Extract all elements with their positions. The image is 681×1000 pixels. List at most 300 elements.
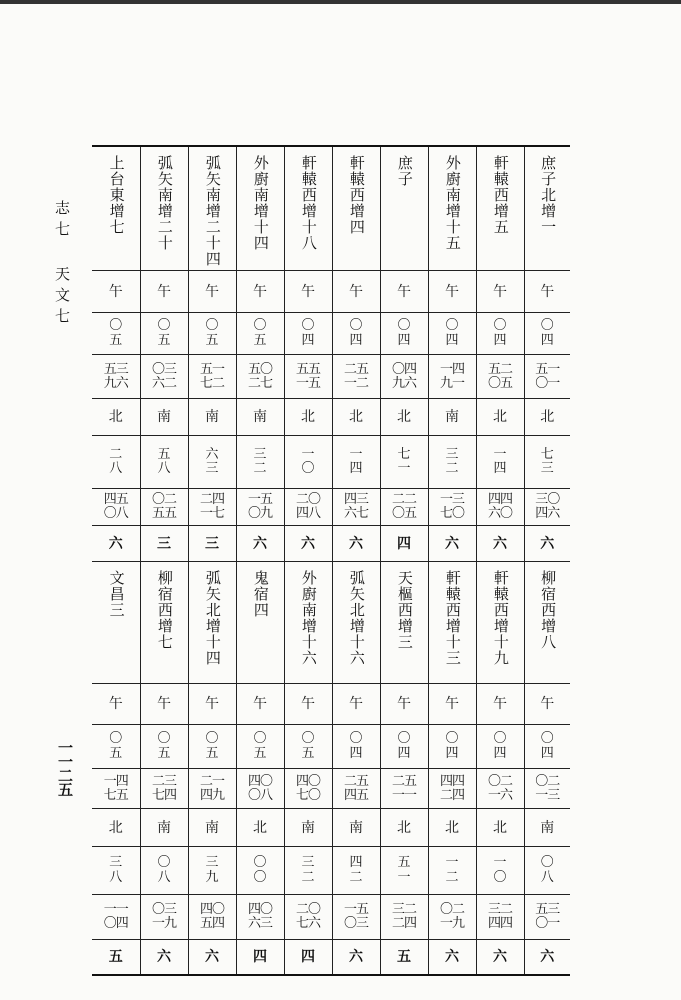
cell bbox=[92, 809, 140, 847]
value-part: 七四 bbox=[151, 787, 176, 803]
value-stack bbox=[301, 732, 314, 761]
value-part: 四 bbox=[349, 332, 363, 348]
cell bbox=[140, 355, 188, 399]
cell bbox=[236, 436, 284, 489]
value-part: 一九 bbox=[151, 916, 176, 931]
cell bbox=[236, 725, 284, 769]
star-name: 文昌三 bbox=[107, 570, 126, 618]
value-part: 五 bbox=[253, 745, 267, 761]
value-stack bbox=[535, 493, 559, 520]
value-part: 四 bbox=[301, 332, 315, 348]
value-part: 八 bbox=[109, 869, 123, 885]
value: 午 bbox=[349, 696, 363, 712]
value: 五 bbox=[397, 948, 411, 965]
cell bbox=[140, 769, 188, 809]
value-stack bbox=[493, 319, 506, 348]
value: 午 bbox=[445, 283, 459, 300]
cell bbox=[92, 436, 140, 489]
value-part: 〇三 bbox=[151, 902, 176, 918]
cell bbox=[284, 146, 332, 271]
value-part: 〇一 bbox=[535, 375, 560, 391]
cell bbox=[524, 684, 570, 725]
value-part: 四九 bbox=[199, 787, 224, 803]
section-2-row-col_h bbox=[92, 940, 570, 975]
value-part: 二四 bbox=[199, 492, 224, 508]
value-part: 一 bbox=[445, 855, 459, 871]
cell bbox=[476, 769, 524, 809]
cell bbox=[476, 146, 524, 271]
cell bbox=[380, 313, 428, 355]
value-part: 五四 bbox=[199, 916, 224, 931]
value-part: 二七 bbox=[247, 375, 272, 391]
value-stack bbox=[200, 363, 224, 390]
cell bbox=[428, 725, 476, 769]
value-part: 七 bbox=[540, 446, 554, 462]
cell bbox=[428, 769, 476, 809]
cell bbox=[188, 399, 236, 436]
top-rule bbox=[0, 0, 681, 4]
cell bbox=[140, 895, 188, 940]
value-part: 七〇 bbox=[295, 787, 320, 803]
value-part: 六七 bbox=[343, 506, 368, 521]
cell bbox=[476, 436, 524, 489]
cell bbox=[524, 271, 570, 313]
star-name: 柳宿西增八 bbox=[539, 570, 558, 650]
value: 四 bbox=[301, 948, 315, 965]
value-part: 六 bbox=[205, 446, 219, 462]
value-part: 〇八 bbox=[247, 787, 272, 803]
value: 六 bbox=[108, 535, 123, 552]
value-part: 八 bbox=[109, 461, 123, 476]
value-part: 九六 bbox=[103, 375, 128, 391]
cell bbox=[332, 399, 380, 436]
star-name: 鬼宿四 bbox=[251, 570, 270, 618]
value-part: 〇五 bbox=[487, 375, 512, 391]
value-stack bbox=[535, 363, 559, 390]
cell bbox=[476, 940, 524, 975]
value-stack bbox=[392, 363, 416, 390]
value-part: 四四 bbox=[439, 773, 464, 789]
value-part: 〇 bbox=[157, 855, 171, 871]
value-stack bbox=[493, 448, 506, 477]
value-part: 〇二 bbox=[439, 902, 464, 918]
value-stack bbox=[541, 448, 554, 477]
cell bbox=[140, 436, 188, 489]
cell bbox=[92, 847, 140, 895]
value-stack bbox=[535, 775, 559, 802]
value-stack bbox=[541, 856, 554, 885]
value-stack bbox=[392, 775, 416, 802]
value: 南 bbox=[445, 409, 459, 425]
value-part: 三 bbox=[205, 855, 219, 871]
cell bbox=[92, 146, 140, 271]
value-part: 八 bbox=[157, 461, 171, 476]
value-stack bbox=[205, 856, 218, 885]
cell bbox=[92, 725, 140, 769]
value-part: 一六 bbox=[487, 787, 512, 803]
cell bbox=[140, 271, 188, 313]
cell bbox=[284, 271, 332, 313]
value-stack bbox=[104, 363, 128, 390]
value-stack bbox=[104, 493, 128, 520]
cell bbox=[236, 684, 284, 725]
value-part: 五 bbox=[205, 745, 219, 761]
value-part: 六〇 bbox=[487, 506, 512, 521]
value-part: 〇一 bbox=[535, 916, 560, 931]
cell bbox=[476, 684, 524, 725]
value-part: 四 bbox=[349, 461, 363, 476]
star-name: 軒轅西增十三 bbox=[443, 570, 462, 666]
value: 六 bbox=[445, 948, 459, 965]
value-stack bbox=[109, 856, 122, 885]
cell bbox=[332, 526, 380, 562]
value: 北 bbox=[108, 819, 123, 836]
value: 午 bbox=[397, 283, 411, 300]
value-stack bbox=[104, 903, 128, 930]
value-stack bbox=[445, 319, 458, 348]
star-name: 外廚南增十六 bbox=[299, 570, 318, 666]
cell bbox=[284, 526, 332, 562]
cell bbox=[188, 146, 236, 271]
value-part: 四五 bbox=[343, 787, 368, 803]
value-stack bbox=[445, 732, 458, 761]
value-stack bbox=[440, 903, 464, 930]
value-part: 一 bbox=[493, 855, 507, 871]
cell bbox=[332, 271, 380, 313]
value: 午 bbox=[445, 696, 459, 712]
value-part: 一三 bbox=[535, 787, 560, 803]
cell bbox=[380, 562, 428, 684]
cell bbox=[380, 769, 428, 809]
value-part: 〇 bbox=[109, 731, 123, 747]
value-part: 四四 bbox=[487, 916, 512, 931]
cell bbox=[188, 489, 236, 526]
value-part: 三〇 bbox=[535, 492, 560, 508]
cell bbox=[524, 940, 570, 975]
cell bbox=[476, 271, 524, 313]
cell bbox=[236, 313, 284, 355]
value-part: 九 bbox=[205, 869, 219, 885]
value: 南 bbox=[349, 819, 363, 836]
cell bbox=[428, 436, 476, 489]
value-stack bbox=[493, 732, 506, 761]
value-stack bbox=[152, 493, 176, 520]
cell bbox=[92, 271, 140, 313]
value-part: 五三 bbox=[103, 361, 128, 377]
value: 北 bbox=[397, 409, 411, 425]
value-part: 〇 bbox=[253, 855, 267, 871]
cell bbox=[284, 489, 332, 526]
cell bbox=[428, 684, 476, 725]
section-2-row-col_d bbox=[92, 769, 570, 809]
section-1-row-col_h bbox=[92, 526, 570, 562]
cell bbox=[284, 562, 332, 684]
value: 午 bbox=[108, 696, 123, 712]
value-stack bbox=[109, 448, 122, 477]
value-part: 四 bbox=[349, 855, 363, 871]
value-part: 〇 bbox=[493, 731, 507, 747]
cell bbox=[332, 684, 380, 725]
value-part: 二〇 bbox=[295, 492, 320, 508]
cell bbox=[332, 895, 380, 940]
value-stack bbox=[397, 732, 410, 761]
value-part: 四〇 bbox=[247, 773, 272, 789]
cell bbox=[332, 313, 380, 355]
cell bbox=[188, 355, 236, 399]
value-stack bbox=[440, 493, 464, 520]
value-part: 二 bbox=[445, 461, 459, 476]
cell bbox=[140, 562, 188, 684]
cell bbox=[524, 313, 570, 355]
value-part: 四 bbox=[493, 461, 507, 476]
cell bbox=[476, 847, 524, 895]
star-name: 柳宿西增七 bbox=[155, 570, 174, 650]
value-part: 四 bbox=[493, 745, 507, 761]
value: 六 bbox=[540, 535, 555, 552]
value-part: 五 bbox=[157, 446, 171, 462]
cell bbox=[428, 399, 476, 436]
cell bbox=[524, 847, 570, 895]
value: 南 bbox=[253, 409, 267, 425]
value: 六 bbox=[493, 948, 507, 965]
value: 五 bbox=[108, 948, 123, 965]
cell bbox=[332, 146, 380, 271]
value-stack bbox=[157, 448, 170, 477]
value-stack bbox=[248, 493, 272, 520]
value-part: 四四 bbox=[487, 492, 512, 508]
cell bbox=[476, 895, 524, 940]
value-part: 七 bbox=[397, 446, 411, 462]
value: 南 bbox=[540, 819, 555, 836]
value-stack bbox=[440, 363, 464, 390]
value-stack bbox=[493, 856, 506, 885]
value-part: 五〇 bbox=[247, 361, 272, 377]
value: 午 bbox=[540, 696, 555, 712]
star-name: 庶子 bbox=[395, 155, 414, 187]
cell bbox=[524, 769, 570, 809]
value-part: 五 bbox=[397, 855, 411, 871]
value-part: 五 bbox=[109, 745, 123, 761]
value: 午 bbox=[253, 283, 267, 300]
value-stack bbox=[109, 732, 122, 761]
cell bbox=[284, 809, 332, 847]
star-name: 外廚南增十四 bbox=[251, 155, 270, 251]
value-part: 三 bbox=[253, 446, 267, 462]
value-part: 〇 bbox=[301, 731, 315, 747]
cell bbox=[524, 526, 570, 562]
value-part: 一 bbox=[493, 446, 507, 462]
value-part: 一三 bbox=[439, 492, 464, 508]
value-part: 二五 bbox=[343, 361, 368, 377]
cell bbox=[236, 146, 284, 271]
cell bbox=[380, 436, 428, 489]
cell bbox=[236, 526, 284, 562]
cell bbox=[236, 399, 284, 436]
value-part: 四三 bbox=[343, 492, 368, 508]
cell bbox=[236, 847, 284, 895]
cell bbox=[236, 809, 284, 847]
section-2-row-col_b bbox=[92, 684, 570, 725]
value-part: 一 bbox=[397, 869, 411, 885]
cell bbox=[92, 489, 140, 526]
value-part: 五 bbox=[109, 332, 123, 348]
cell bbox=[332, 809, 380, 847]
cell bbox=[476, 562, 524, 684]
cell bbox=[284, 355, 332, 399]
value-part: 八 bbox=[540, 869, 554, 885]
cell bbox=[188, 895, 236, 940]
value-part: 四〇 bbox=[295, 773, 320, 789]
cell bbox=[428, 526, 476, 562]
value-part: 二 bbox=[109, 446, 123, 462]
value-stack bbox=[248, 903, 272, 930]
value-stack bbox=[488, 363, 512, 390]
value-part: 八 bbox=[157, 869, 171, 885]
cell bbox=[332, 355, 380, 399]
value-part: 〇二 bbox=[487, 773, 512, 789]
value-stack bbox=[200, 493, 224, 520]
star-name: 弧矢北增十六 bbox=[347, 570, 366, 666]
cell bbox=[92, 355, 140, 399]
cell bbox=[188, 725, 236, 769]
value-part: 三 bbox=[540, 461, 554, 476]
value: 北 bbox=[540, 409, 555, 425]
value: 四 bbox=[397, 535, 411, 552]
value-stack bbox=[253, 732, 266, 761]
value-stack bbox=[541, 319, 554, 348]
cell bbox=[236, 895, 284, 940]
value-part: 五 bbox=[157, 332, 171, 348]
cell bbox=[140, 526, 188, 562]
value-stack bbox=[152, 903, 176, 930]
cell bbox=[524, 355, 570, 399]
value-stack bbox=[349, 448, 362, 477]
value-part: 〇 bbox=[493, 318, 507, 334]
value: 六 bbox=[445, 535, 459, 552]
value-part: 〇四 bbox=[391, 361, 416, 377]
value-part: 二四 bbox=[391, 916, 416, 931]
value-stack bbox=[205, 319, 218, 348]
value: 午 bbox=[493, 696, 507, 712]
cell bbox=[524, 809, 570, 847]
cell bbox=[140, 684, 188, 725]
cell bbox=[236, 562, 284, 684]
value-stack bbox=[392, 903, 416, 930]
value: 六 bbox=[493, 535, 507, 552]
cell bbox=[524, 436, 570, 489]
value-part: 四 bbox=[540, 745, 554, 761]
value-part: 一 bbox=[301, 446, 315, 462]
value-stack bbox=[349, 856, 362, 885]
value-part: 〇 bbox=[349, 731, 363, 747]
cell bbox=[380, 146, 428, 271]
value: 六 bbox=[540, 948, 555, 965]
cell bbox=[236, 271, 284, 313]
value-part: 六二 bbox=[151, 375, 176, 391]
value-part: 七六 bbox=[295, 916, 320, 931]
value-part: 一 bbox=[397, 461, 411, 476]
value: 六 bbox=[349, 948, 363, 965]
value-stack bbox=[248, 363, 272, 390]
cell bbox=[188, 526, 236, 562]
cell bbox=[380, 355, 428, 399]
value-stack bbox=[541, 732, 554, 761]
cell bbox=[428, 489, 476, 526]
value-part: 〇 bbox=[253, 731, 267, 747]
value: 午 bbox=[397, 696, 411, 712]
value: 北 bbox=[445, 819, 459, 836]
value-part: 〇八 bbox=[103, 506, 128, 521]
value-stack bbox=[440, 775, 464, 802]
value-part: 二 bbox=[445, 869, 459, 885]
cell bbox=[524, 562, 570, 684]
value-stack bbox=[488, 903, 512, 930]
cell bbox=[188, 562, 236, 684]
star-name: 弧矢北增十四 bbox=[203, 570, 222, 666]
value: 北 bbox=[349, 409, 363, 425]
value-part: 一五 bbox=[343, 902, 368, 918]
value: 南 bbox=[205, 409, 219, 425]
value-stack bbox=[349, 732, 362, 761]
cell bbox=[428, 271, 476, 313]
value-part: 二五 bbox=[343, 773, 368, 789]
value-stack bbox=[349, 319, 362, 348]
value: 六 bbox=[301, 535, 315, 552]
value-part: 九六 bbox=[391, 375, 416, 391]
cell bbox=[140, 399, 188, 436]
running-title-section: 天文七 bbox=[53, 266, 71, 329]
value-part: 四五 bbox=[103, 492, 128, 508]
cell bbox=[140, 313, 188, 355]
value-stack bbox=[205, 448, 218, 477]
star-catalog-table bbox=[92, 145, 570, 976]
cell bbox=[332, 489, 380, 526]
star-name: 庶子北增一 bbox=[539, 155, 558, 235]
section-1-row-col_c bbox=[92, 313, 570, 355]
value-part: 四 bbox=[445, 332, 459, 348]
value-part: 四 bbox=[493, 332, 507, 348]
value-part: 〇三 bbox=[151, 361, 176, 377]
cell bbox=[428, 809, 476, 847]
running-title bbox=[54, 200, 69, 329]
value-part: 四 bbox=[397, 745, 411, 761]
cell bbox=[428, 355, 476, 399]
value: 六 bbox=[157, 948, 171, 965]
value-stack bbox=[344, 493, 368, 520]
cell bbox=[524, 895, 570, 940]
value-stack bbox=[397, 856, 410, 885]
value: 午 bbox=[253, 696, 267, 712]
value: 午 bbox=[205, 283, 219, 300]
value-stack bbox=[397, 319, 410, 348]
value-part: 三二 bbox=[487, 902, 512, 918]
value-stack bbox=[296, 493, 320, 520]
cell bbox=[236, 355, 284, 399]
cell bbox=[332, 436, 380, 489]
value-part: 四六 bbox=[535, 506, 560, 521]
cell bbox=[284, 313, 332, 355]
value-part: 〇 bbox=[540, 855, 554, 871]
value-stack bbox=[344, 775, 368, 802]
cell bbox=[92, 769, 140, 809]
value-part: 〇 bbox=[205, 731, 219, 747]
value-stack bbox=[392, 493, 416, 520]
star-name: 軒轅西增十八 bbox=[299, 155, 318, 251]
value-part: 二 bbox=[349, 869, 363, 885]
cell bbox=[188, 436, 236, 489]
value-part: 四〇 bbox=[199, 902, 224, 918]
value: 午 bbox=[349, 283, 363, 300]
